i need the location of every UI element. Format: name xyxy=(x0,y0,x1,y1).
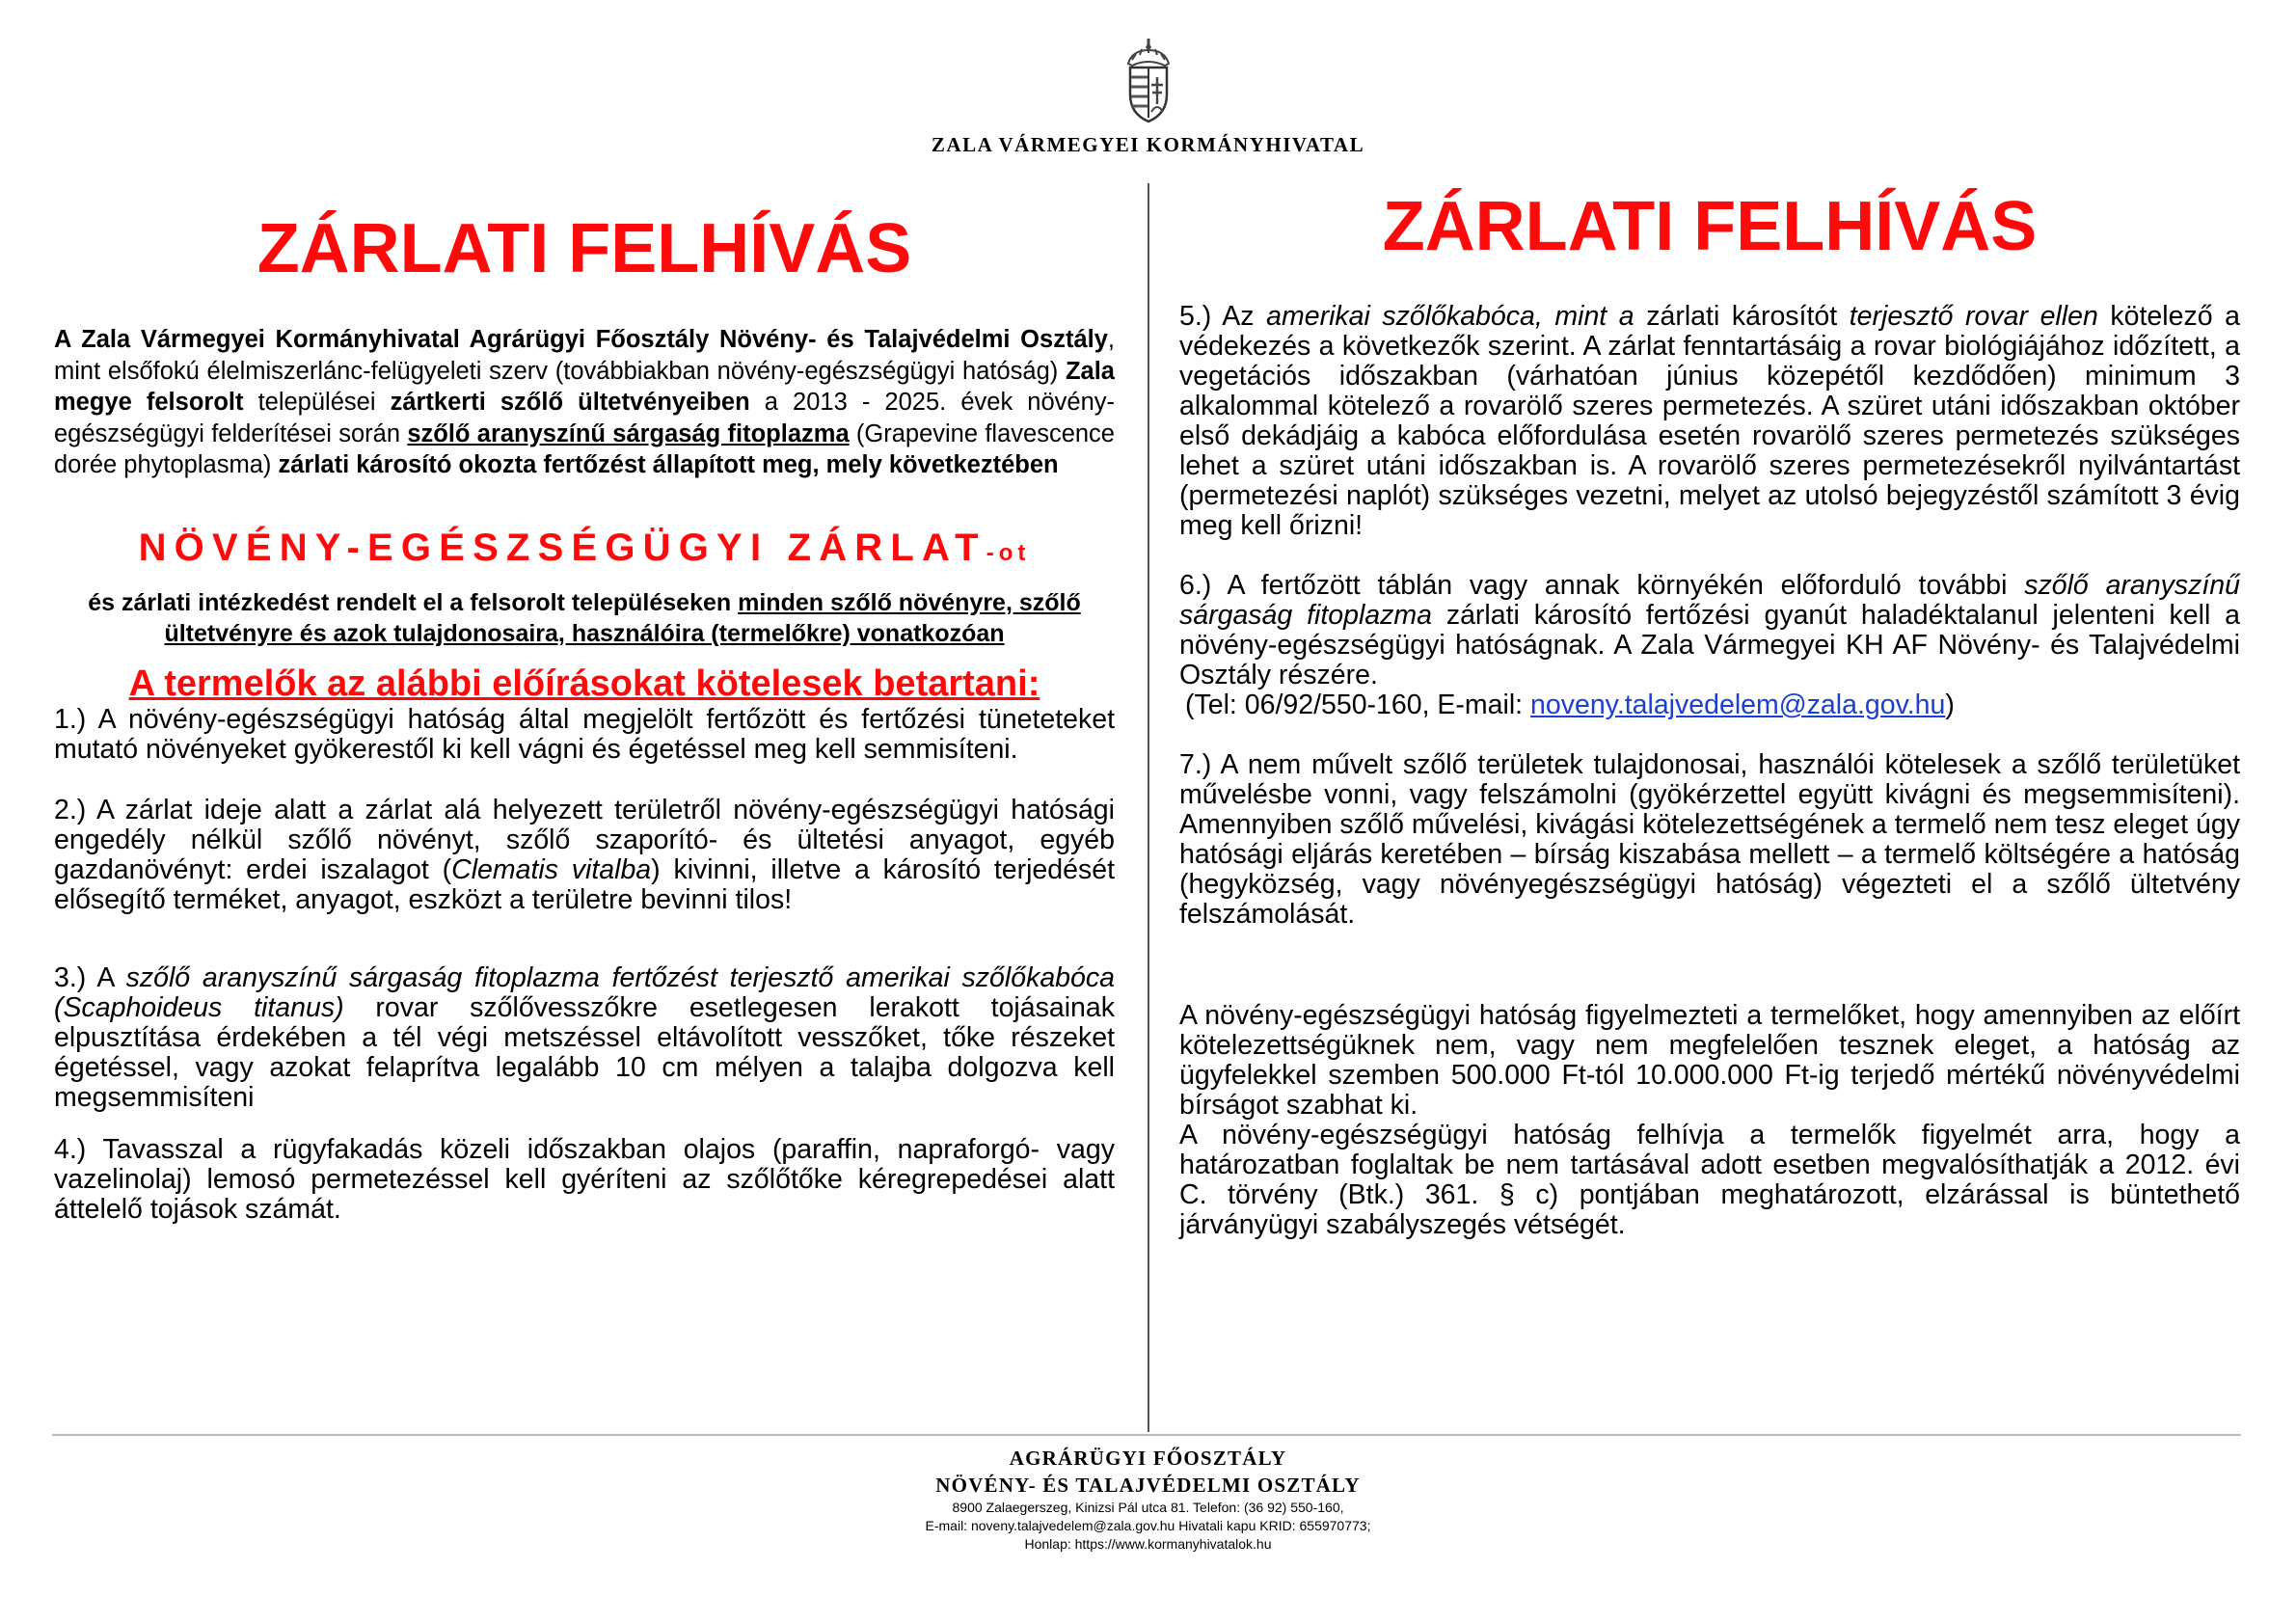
intro-paragraph: A Zala Vármegyei Kormányhivatal Agrárügyi Főosztály Növény- és Talajvédelmi Osztály, mint elsőfokú élelmiszerlánc-felügyeleti szerv (továbbiakban növény-egészségügyi hatóság) Zala megye felsorolt települései zártkerti szőlő ültetvényeiben a 2013 - 2025. évek növény-egészségügyi felderítései során szőlő aranyszínű sárgaság fitoplazma (Grapevine flavescence dorée phytoplasma) zárlati károsító okozta fertőzést állapított meg, mely következtében xyxy=(54,326,1115,478)
warning-fine: A növény-egészségügyi hatóság figyelmezteti a termelőket, hogy amennyiben az előírt kötelezettségüknek nem, vagy nem megfelelően tesznek eleget, a hatóság az ügyfelekkel szemben 500.000 Ft-tól 10.000.000 Ft-ig terjedő mértékű növényvédelmi bírságot szabhat ki. xyxy=(1179,1000,2240,1121)
right-title: ZÁRLATI FELHÍVÁS xyxy=(1382,188,2038,265)
email-link[interactable]: noveny.talajvedelem@zala.gov.hu xyxy=(1530,690,1946,720)
quarantine-heading: NÖVÉNY-EGÉSZSÉGÜGYI ZÁRLAT-ot xyxy=(138,526,1031,569)
rule-item-3: 3.) A szőlő aranyszínű sárgaság fitoplazma fertőzést terjesztő amerikai szőlőkabóca (Scaphoideus titanus) rovar szőlővesszőkre esetlegesen lerakott tojásainak elpusztítása érdekében a tél végi metszéssel eltávolított vesszőket, tőke részeket égetéssel, vagy azokat felaprítva legalább 10 cm mélyen a talajba dolgozva kell megsemmisíteni xyxy=(54,961,1115,1113)
rule-item-1: 1.) A növény-egészségügyi hatóság által megjelölt fertőzött és fertőzési tüneteteket mutató növényeket gyökerestől ki kell vágni és égetéssel meg kell semmisíteni. xyxy=(54,703,1115,765)
footer-divider xyxy=(52,1434,2241,1436)
office-name: ZALA VÁRMEGYEI KORMÁNYHIVATAL xyxy=(931,133,1365,156)
rule-item-2: 2.) A zárlat ideje alatt a zárlat alá helyezett területről növény-egészségügyi hatósági engedély nélkül szőlő növényt, szőlő szaporító- és ültetési anyagot, egyéb gazdanövényt: erdei iszalagot (Clematis vitalba) kivinni, illetve a károsító terjedését elősegítő terméket, anyagot, eszközt a területre bevinni tilos! xyxy=(54,794,1116,915)
warning-criminal: A növény-egészségügyi hatóság felhívja a termelők figyelmét arra, hogy a határozatban foglaltak be nem tartásával adott esetben megvalósíthatják a 2012. évi C. törvény (Btk.) 361. § c) pontjában meghatározott, elzárással is büntethető járványügyi szabályszegés vétségét. xyxy=(1179,1120,2240,1240)
footer-address: 8900 Zalaegerszeg, Kinizsi Pál utca 81. Telefon: (36 92) 550-160, xyxy=(952,1500,1344,1515)
hungarian-coat-of-arms-icon xyxy=(1119,39,1178,125)
footer-website: Honlap: https://www.kormanyhivatalok.hu xyxy=(1024,1536,1272,1552)
footer xyxy=(0,1445,2296,1554)
footer-department: AGRÁRÜGYI FŐOSZTÁLY xyxy=(1009,1447,1287,1470)
rule-item-7: 7.) A nem művelt szőlő területek tulajdonosai, használói kötelesek a szőlő területüket művelésbe vonni, vagy felszámolni (gyökérzettel együtt kivágni és megsemmisíteni). Amennyiben szőlő művelési, kivágási kötelezettségének a termelő nem tesz eleget úgy hatósági eljárás keretében – bírság kiszabása mellett – a termelő költségére a hatóság (hegyközség, vagy növényegészségügyi hatóság) végezteti el a szőlő ültetvény felszámolását. xyxy=(1179,749,2240,930)
contact-line: (Tel: 06/92/550-160, E-mail: noveny.talajvedelem@zala.gov.hu) xyxy=(1185,690,1955,720)
footer-contact: E-mail: noveny.talajvedelem@zala.gov.hu Hivatali kapu KRID: 655970773; xyxy=(925,1518,1371,1533)
left-title: ZÁRLATI FELHÍVÁS xyxy=(257,210,912,287)
rule-item-4: 4.) Tavasszal a rügyfakadás közeli időszakban olajos (paraffin, napraforgó- vagy vazelinolaj) lemosó permetezéssel kell gyéríteni az szőlőtőke kéregrepedései alatt áttelelő tojások számát. xyxy=(54,1133,1115,1225)
rule-item-5: 5.) Az amerikai szőlőkabóca, mint a zárlati károsítót terjesztő rovar ellen kötelező a védekezés a következők szerint. A zárlat fenntartásáig a rovar biológiájához időzített, a vegetációs időszakban (várhatóan június közepétől kezdődően) minimum 3 alkalommal kötelező a rovarölő szeres permetezés. A szüret utáni időszakban október első dekádjáig a kabóca előfordulása esetén rovarölő szeres permetezés szükséges lehet a szüret utáni időszakban is. A rovarölő szeres permetezésekről nyilvántartást (permetezési naplót) szükséges vezetni, melyet az utolsó bejegyzéstől számított 3 évig meg kell őrizni! xyxy=(1179,301,2240,541)
footer-division: NÖVÉNY- ÉS TALAJVÉDELMI OSZTÁLY xyxy=(935,1474,1361,1497)
rules-subtitle: A termelők az alábbi előírásokat kötelesek betartani: xyxy=(128,663,1040,704)
measure-statement: és zárlati intézkedést rendelt el a felsorolt településeken minden szőlő növényre, szőlő ültetvényre és azok tulajdonosaira, használóira (termelőkre) vonatkozóan xyxy=(88,588,1081,647)
rule-item-6: 6.) A fertőzött táblán vagy annak környékén előforduló további szőlő aranyszínű sárgaság fitoplazma zárlati károsító fertőzési gyanút haladéktalanul jelenteni kell a növény-egészségügyi hatóságnak. A Zala Vármegyei KH AF Növény- és Talajvédelmi Osztály részére. (Tel: 06/92/550-160, E-mail: noveny.talajvedelem@zala.gov.hu) xyxy=(1179,570,2240,720)
column-divider xyxy=(1148,183,1149,1432)
right-column xyxy=(1179,188,2240,1240)
left-column xyxy=(54,201,1115,1255)
